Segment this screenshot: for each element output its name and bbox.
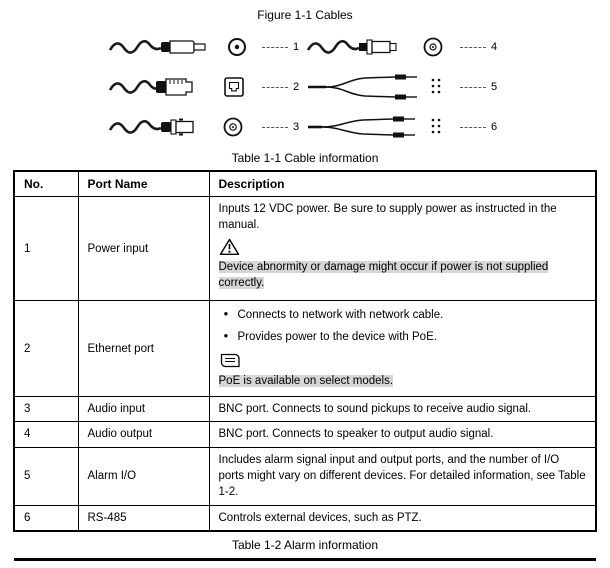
cell-no: 3	[14, 397, 78, 422]
cell-port-name: Audio output	[78, 422, 209, 447]
bullet-item: ● Provides power to the device with PoE.	[219, 329, 587, 345]
cell-description	[209, 301, 596, 397]
cables-figure	[107, 27, 503, 147]
table-row-audio-output	[14, 422, 596, 447]
cell-description: Controls external devices, such as PTZ.	[209, 505, 596, 531]
cell-port-name: Ethernet port	[78, 301, 209, 397]
cell-description: BNC port. Connects to sound pickups to receive audio signal.	[209, 397, 596, 422]
header-description: Description	[209, 171, 596, 197]
rs485-wires-art	[305, 109, 457, 145]
poe-note-text: PoE is available on select models.	[218, 374, 394, 387]
power-cable-art	[107, 29, 259, 65]
ethernet-cable-art	[107, 69, 259, 105]
cable-item-5	[305, 67, 503, 107]
leader-dash	[460, 127, 486, 128]
warning-note-text: Device abnormity or damage might occur if power is not supplied correctly.	[218, 260, 549, 289]
cable-item-3	[107, 107, 305, 147]
cable-number: 1	[293, 40, 300, 53]
leader-dash	[460, 87, 486, 88]
table2-caption: Table 1-2 Alarm information	[231, 537, 379, 552]
cell-port-name: Alarm I/O	[78, 447, 209, 505]
description-text: Inputs 12 VDC power. Be sure to supply power as instructed in the manual.	[218, 203, 557, 232]
table-row-power-input	[14, 197, 596, 301]
cable-number: 6	[491, 120, 498, 133]
cable-number: 2	[293, 80, 300, 93]
table-row-rs485	[14, 505, 596, 531]
figure-caption: Figure 1-1 Cables	[257, 8, 353, 22]
next-table-top-border	[14, 558, 596, 561]
cell-no: 2	[14, 301, 78, 397]
cable-info-table	[13, 170, 597, 532]
cable-item-2	[107, 67, 305, 107]
cell-no: 4	[14, 422, 78, 447]
cell-port-name: Power input	[78, 197, 209, 301]
table-row-ethernet-port	[14, 301, 596, 397]
table1-caption: Table 1-1 Cable information	[231, 151, 379, 165]
table-row-alarm-io	[14, 447, 596, 505]
cell-no: 6	[14, 505, 78, 531]
leader-dash	[262, 47, 288, 48]
table-header-row	[14, 171, 596, 197]
note-icon	[219, 352, 587, 370]
cell-description	[209, 197, 596, 301]
cell-no: 5	[14, 447, 78, 505]
leader-dash	[262, 87, 288, 88]
cable-number: 4	[491, 40, 498, 53]
header-port-name: Port Name	[78, 171, 209, 197]
bullet-item: ● Connects to network with network cable.	[219, 307, 587, 323]
description-bullets	[219, 307, 587, 346]
cell-description: Includes alarm signal input and output ports, and the number of I/O ports might vary on different devices. For detailed information, see Table 1-2.	[209, 447, 596, 505]
cable-number: 5	[491, 80, 498, 93]
cell-port-name: RS-485	[78, 505, 209, 531]
table-row-audio-input	[14, 397, 596, 422]
alarm-wires-art	[305, 69, 457, 105]
bnc-cable-art	[107, 109, 259, 145]
leader-dash	[460, 47, 486, 48]
cell-port-name: Audio input	[78, 397, 209, 422]
cable-item-4	[305, 27, 503, 67]
cable-number: 3	[293, 120, 300, 133]
audio-cable-art	[305, 29, 457, 65]
leader-dash	[262, 127, 288, 128]
cell-no: 1	[14, 197, 78, 301]
cell-description: BNC port. Connects to speaker to output audio signal.	[209, 422, 596, 447]
cable-item-1	[107, 27, 305, 67]
cable-item-6	[305, 107, 503, 147]
header-no: No.	[14, 171, 78, 197]
warning-icon	[219, 238, 587, 256]
